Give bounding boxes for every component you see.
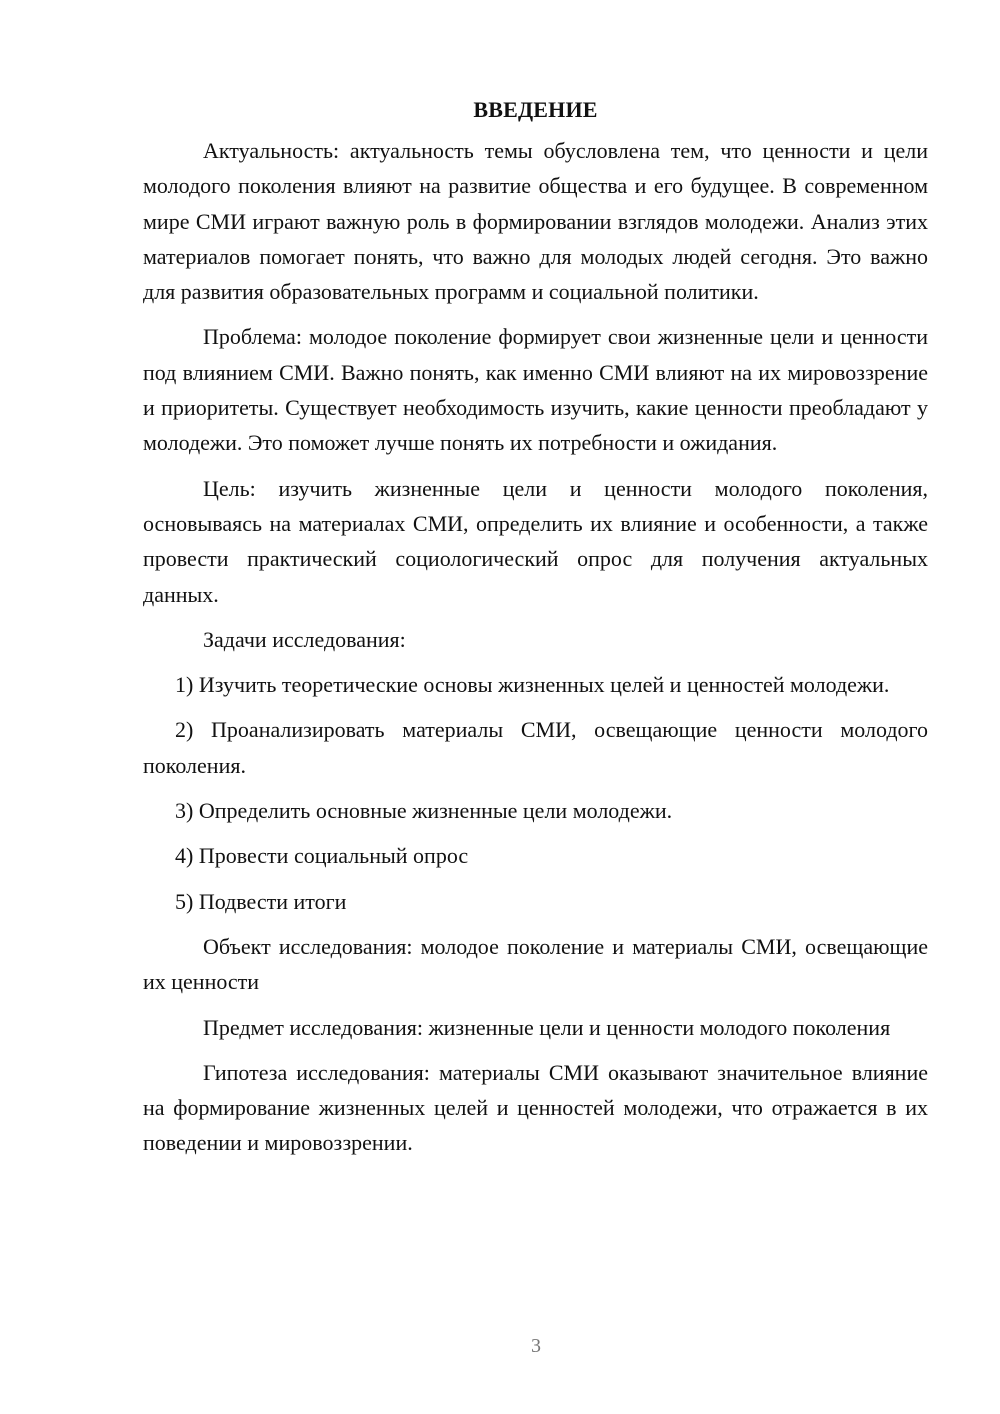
task-item-4: 4) Провести социальный опрос <box>175 843 469 869</box>
paragraph-problem: Проблема: молодое поколение формирует свои жизненные цели и ценности под влиянием СМИ. Важно понять, как именно СМИ влияют на их мировоззрение и приоритеты. Существует необходимость изучить, какие ценности преобладают у молодежи. Это поможет лучше понять их потребности и ожидания. <box>143 324 928 456</box>
paragraph-tasks-heading: Задачи исследования: <box>203 626 406 652</box>
paragraph-goal: Цель: изучить жизненные цели и ценности молодого поколения, основываясь на материалах СМИ, определить их влияние и особенности, а также провести практический социологический опрос для получения актуальных данных. <box>143 475 928 607</box>
page-number: 3 <box>531 1335 541 1357</box>
paragraph-relevance: Актуальность: актуальность темы обусловлена тем, что ценности и цели молодого поколения влияют на развитие общества и его будущее. В современном мире СМИ играют важную роль в формировании взглядов молодежи. Анализ этих материалов помогает понять, что важно для молодых людей сегодня. Это важно для развития образовательных программ и социальной политики. <box>143 138 928 305</box>
task-item-5: 5) Подвести итоги <box>175 888 347 914</box>
document-body <box>143 92 928 1171</box>
paragraph-hypothesis: Гипотеза исследования: материалы СМИ оказывают значительное влияние на формирование жизненных целей и ценностей молодежи, что отражается в их поведении и мировоззрении. <box>143 1059 928 1156</box>
task-item-2: 2) Проанализировать материалы СМИ, освещающие ценности молодого поколения. <box>143 717 928 778</box>
task-item-3: 3) Определить основные жизненные цели молодежи. <box>175 798 673 824</box>
paragraph-subject: Предмет исследования: жизненные цели и ценности молодого поколения <box>203 1014 891 1040</box>
task-item-1: 1) Изучить теоретические основы жизненных целей и ценностей молодежи. <box>175 672 890 698</box>
paragraph-object: Объект исследования: молодое поколение и материалы СМИ, освещающие их ценности <box>143 933 928 995</box>
page-title: ВВЕДЕНИЕ <box>473 97 598 122</box>
